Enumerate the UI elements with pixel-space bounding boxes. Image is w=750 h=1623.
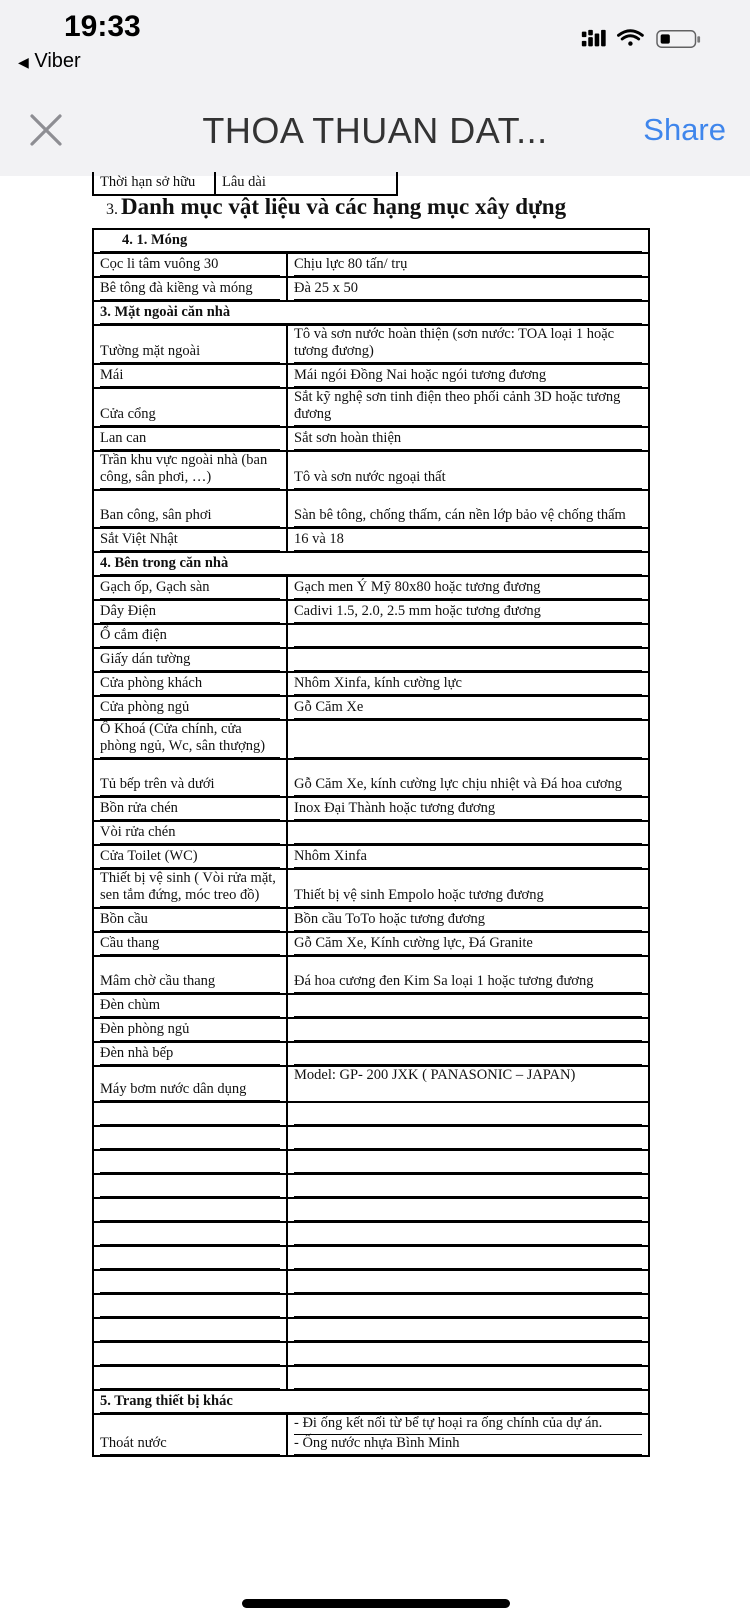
- tenure-row: [92, 172, 398, 196]
- item-value-cell: [287, 1126, 649, 1150]
- item-label: Cửa Toilet (WC): [100, 848, 280, 868]
- item-value-cell: [287, 1414, 649, 1456]
- section-number: 3.: [106, 201, 118, 218]
- item-value: [294, 1345, 642, 1365]
- table-row: [93, 869, 649, 908]
- item-label: Cọc li tâm vuông 30: [100, 256, 280, 276]
- section-heading: [106, 194, 566, 220]
- item-value-cell: [287, 325, 649, 364]
- table-row: [93, 648, 649, 672]
- item-value: Inox Đại Thành hoặc tương đương: [294, 800, 642, 820]
- item-label-cell: [93, 672, 287, 696]
- table-row: [93, 427, 649, 451]
- item-value-cell: [287, 994, 649, 1018]
- item-value: [294, 1297, 642, 1317]
- item-value: Sắt sơn hoàn thiện: [294, 430, 642, 450]
- item-value-cell: [287, 1042, 649, 1066]
- item-label-cell: [93, 648, 287, 672]
- table-row: [93, 932, 649, 956]
- share-button[interactable]: Share: [643, 112, 726, 147]
- item-value: Gỗ Căm Xe: [294, 699, 642, 719]
- item-label: Đèn phòng ngủ: [100, 1021, 280, 1041]
- item-value: Nhôm Xinfa: [294, 848, 642, 868]
- item-value-cell: [287, 1150, 649, 1174]
- section-row: [93, 1390, 649, 1414]
- item-label: Vòi rửa chén: [100, 824, 280, 844]
- item-value: [294, 738, 642, 758]
- table-row: [93, 797, 649, 821]
- table-row: [93, 759, 649, 797]
- item-label: Cầu thang: [100, 935, 280, 955]
- item-value-cell: [287, 364, 649, 388]
- item-value-line2: - Ống nước nhựa Bình Minh: [294, 1435, 642, 1455]
- item-value: Chịu lực 80 tấn/ trụ: [294, 256, 642, 276]
- item-label: [100, 1249, 280, 1269]
- table-row: [93, 845, 649, 869]
- table-row: [93, 821, 649, 845]
- table-row: [93, 956, 649, 994]
- item-value: [294, 651, 642, 671]
- item-value: Đà 25 x 50: [294, 280, 642, 300]
- table-row: [93, 1246, 649, 1270]
- item-value: Sàn bê tông, chống thấm, cán nền lớp bảo vệ chống thấm: [294, 507, 642, 527]
- item-label: Dây Điện: [100, 603, 280, 623]
- item-label-cell: [93, 427, 287, 451]
- item-value-cell: [287, 427, 649, 451]
- item-label: [100, 1129, 280, 1149]
- item-value-cell: [287, 277, 649, 301]
- item-label-cell: [93, 1246, 287, 1270]
- item-label: Ổ Khoá (Cửa chính, cửa phòng ngủ, Wc, sân thượng): [100, 721, 280, 758]
- table-row: [93, 388, 649, 427]
- item-label: Máy bơm nước dân dụng: [100, 1081, 280, 1101]
- item-value: Cadivi 1.5, 2.0, 2.5 mm hoặc tương đương: [294, 603, 642, 623]
- item-value-cell: [287, 956, 649, 994]
- item-label-cell: [93, 1294, 287, 1318]
- table-row: [93, 253, 649, 277]
- close-icon[interactable]: [26, 110, 66, 150]
- item-value: - Đi ống kết nối từ bể tự hoại ra ống chính của dự án.: [294, 1415, 642, 1435]
- item-value: Gỗ Căm Xe, Kính cường lực, Đá Granite: [294, 935, 642, 955]
- item-label-cell: [93, 1042, 287, 1066]
- item-label: Bồn rửa chén: [100, 800, 280, 820]
- item-label: Cửa phòng ngủ: [100, 699, 280, 719]
- table-row: [93, 490, 649, 528]
- item-label: Bồn cầu: [100, 911, 280, 931]
- table-row: [93, 908, 649, 932]
- section-row: [93, 229, 649, 253]
- item-value-cell: [287, 720, 649, 759]
- document-page: [0, 176, 750, 1556]
- item-value-cell: [287, 648, 649, 672]
- item-value-cell: [287, 388, 649, 427]
- item-label-cell: [93, 451, 287, 490]
- item-value: Mái ngói Đồng Nai hoặc ngói tương đương: [294, 367, 642, 387]
- item-value-cell: [287, 1246, 649, 1270]
- item-value-cell: [287, 1342, 649, 1366]
- item-label-cell: [93, 1198, 287, 1222]
- item-label: [100, 1153, 280, 1173]
- item-label: Cửa phòng khách: [100, 675, 280, 695]
- section-header: [93, 229, 649, 253]
- table-row: [93, 576, 649, 600]
- item-label-cell: [93, 1066, 287, 1102]
- item-label: [100, 1297, 280, 1317]
- item-value: [294, 1177, 642, 1197]
- item-label-cell: [93, 1102, 287, 1126]
- status-icons: [576, 28, 716, 50]
- battery-icon: [657, 31, 700, 48]
- section-header: [93, 301, 649, 325]
- table-row: [93, 1102, 649, 1126]
- item-value-cell: [287, 1198, 649, 1222]
- item-label: Trần khu vực ngoài nhà (ban công, sân phơi, …): [100, 452, 280, 489]
- section-header-text: 4. 1. Móng: [100, 232, 642, 252]
- section-row: [93, 301, 649, 325]
- item-label-cell: [93, 1222, 287, 1246]
- item-value-cell: [287, 759, 649, 797]
- item-label: [100, 1369, 280, 1389]
- item-label: Mái: [100, 367, 280, 387]
- item-value: [294, 1273, 642, 1293]
- item-label-cell: [93, 364, 287, 388]
- item-value: [294, 1105, 642, 1125]
- item-label-cell: [93, 908, 287, 932]
- item-label-cell: [93, 797, 287, 821]
- item-label: Tường mặt ngoài: [100, 343, 280, 363]
- table-row: [93, 364, 649, 388]
- item-value: [294, 627, 642, 647]
- item-label-cell: [93, 388, 287, 427]
- table-row: [93, 1342, 649, 1366]
- item-value-cell: [287, 1222, 649, 1246]
- table-row: [93, 1222, 649, 1246]
- section-header: [93, 1390, 649, 1414]
- section-header: [93, 552, 649, 576]
- item-value-cell: [287, 576, 649, 600]
- item-label-cell: [93, 600, 287, 624]
- table-row: [93, 672, 649, 696]
- item-value: Sắt kỹ nghệ sơn tinh điện theo phối cảnh 3D hoặc tương đương: [294, 389, 642, 426]
- item-label-cell: [93, 277, 287, 301]
- item-value-cell: [287, 696, 649, 720]
- item-label-cell: [93, 1366, 287, 1390]
- section-row: [93, 552, 649, 576]
- item-label: Bê tông đà kiềng và móng: [100, 280, 280, 300]
- item-value: [294, 1225, 642, 1245]
- item-value-cell: [287, 253, 649, 277]
- item-label: Mâm chờ cầu thang: [100, 973, 280, 993]
- table-row: [93, 1294, 649, 1318]
- item-label-cell: [93, 325, 287, 364]
- back-to-app-link[interactable]: [18, 50, 81, 73]
- item-label: Gạch ốp, Gạch sàn: [100, 579, 280, 599]
- item-value: Tô và sơn nước hoàn thiện (sơn nước: TOA loại 1 hoặc tương đương): [294, 326, 642, 363]
- item-value-cell: [287, 1294, 649, 1318]
- status-time: 19:33: [64, 10, 141, 43]
- table-row: [93, 1150, 649, 1174]
- table-row: [93, 1126, 649, 1150]
- wifi-icon: [619, 31, 643, 46]
- item-label-cell: [93, 624, 287, 648]
- item-value-cell: [287, 490, 649, 528]
- item-label-cell: [93, 1342, 287, 1366]
- item-label-cell: [93, 1018, 287, 1042]
- table-row: [93, 1042, 649, 1066]
- table-row: [93, 696, 649, 720]
- item-value: Gạch men Ý Mỹ 80x80 hoặc tương đương: [294, 579, 642, 599]
- item-label-cell: [93, 932, 287, 956]
- item-value: [294, 1153, 642, 1173]
- item-value: Gỗ Căm Xe, kính cường lực chịu nhiệt và Đá hoa cương: [294, 776, 642, 796]
- item-label: [100, 1225, 280, 1245]
- item-label-cell: [93, 1414, 287, 1456]
- table-row: [93, 325, 649, 364]
- item-value-cell: [287, 1174, 649, 1198]
- table-row: [93, 720, 649, 759]
- table-row: [93, 1414, 649, 1456]
- section-title: Danh mục vật liệu và các hạng mục xây dựng: [121, 194, 567, 219]
- item-label: [100, 1345, 280, 1365]
- item-value-cell: [287, 1018, 649, 1042]
- table-row: [93, 451, 649, 490]
- item-value-cell: [287, 1318, 649, 1342]
- item-label-cell: [93, 1318, 287, 1342]
- top-bar: [0, 0, 750, 176]
- item-value-cell: [287, 1270, 649, 1294]
- item-value: [294, 997, 642, 1017]
- item-label-cell: [93, 490, 287, 528]
- materials-table: [92, 228, 650, 1457]
- item-label-cell: [93, 720, 287, 759]
- item-label-cell: [93, 696, 287, 720]
- back-triangle-icon: ◀: [18, 54, 29, 70]
- item-label: Tủ bếp trên và dưới: [100, 776, 280, 796]
- item-value-cell: [287, 797, 649, 821]
- item-label-cell: [93, 994, 287, 1018]
- item-label-cell: [93, 1174, 287, 1198]
- item-value: [294, 1129, 642, 1149]
- item-label-cell: [93, 253, 287, 277]
- table-row: [93, 1174, 649, 1198]
- item-value-cell: [287, 451, 649, 490]
- item-label-cell: [93, 1150, 287, 1174]
- table-row: [93, 1318, 649, 1342]
- item-label: [100, 1273, 280, 1293]
- item-value: [294, 1045, 642, 1065]
- item-label-cell: [93, 528, 287, 552]
- tenure-label: Thời hạn sở hữu: [94, 172, 216, 194]
- item-value-cell: [287, 869, 649, 908]
- signal-icon: [582, 30, 606, 47]
- item-value: Nhôm Xinfa, kính cường lực: [294, 675, 642, 695]
- item-value-cell: [287, 600, 649, 624]
- table-row: [93, 1270, 649, 1294]
- item-label-cell: [93, 845, 287, 869]
- table-row: [93, 624, 649, 648]
- item-label: Sắt Việt Nhật: [100, 531, 280, 551]
- item-value: [294, 1249, 642, 1269]
- item-label: [100, 1321, 280, 1341]
- table-row: [93, 994, 649, 1018]
- table-row: [93, 528, 649, 552]
- home-indicator[interactable]: [242, 1599, 510, 1608]
- item-value: Tô và sơn nước ngoại thất: [294, 469, 642, 489]
- item-value: 16 và 18: [294, 531, 642, 551]
- item-label-cell: [93, 1126, 287, 1150]
- item-value-cell: [287, 932, 649, 956]
- item-label-cell: [93, 1270, 287, 1294]
- item-value-cell: [287, 908, 649, 932]
- item-label-cell: [93, 869, 287, 908]
- item-value-cell: [287, 624, 649, 648]
- section-header-text: 5. Trang thiết bị khác: [100, 1393, 642, 1413]
- section-header-text: 4. Bên trong căn nhà: [100, 555, 642, 575]
- item-label: [100, 1105, 280, 1125]
- item-value: [294, 1201, 642, 1221]
- item-value-cell: [287, 845, 649, 869]
- item-label: Ban công, sân phơi: [100, 507, 280, 527]
- item-label: Đèn chùm: [100, 997, 280, 1017]
- item-value: [294, 1369, 642, 1389]
- item-label-cell: [93, 576, 287, 600]
- item-value: Thiết bị vệ sinh Empolo hoặc tương đương: [294, 887, 642, 907]
- item-value-cell: [287, 1102, 649, 1126]
- item-value-cell: [287, 528, 649, 552]
- item-value: Model: GP- 200 JXK ( PANASONIC – JAPAN): [294, 1067, 576, 1083]
- document-title: THOA THUAN DAT...: [202, 110, 548, 151]
- item-label: [100, 1201, 280, 1221]
- item-value: Đá hoa cương đen Kim Sa loại 1 hoặc tương đương: [294, 973, 642, 993]
- item-value: [294, 1021, 642, 1041]
- item-value-cell: [287, 672, 649, 696]
- item-label: Thoát nước: [100, 1435, 280, 1455]
- item-label-cell: [93, 956, 287, 994]
- table-row: [93, 1066, 649, 1102]
- table-row: [93, 1366, 649, 1390]
- item-label: Đèn nhà bếp: [100, 1045, 280, 1065]
- item-label: Giấy dán tường: [100, 651, 280, 671]
- back-app-label: Viber: [34, 50, 81, 72]
- item-value-cell: [287, 1066, 649, 1102]
- table-row: [93, 1198, 649, 1222]
- item-label: Lan can: [100, 430, 280, 450]
- item-label: Thiết bị vệ sinh ( Vòi rửa mặt, sen tắm đứng, móc treo đồ): [100, 870, 280, 907]
- item-value-cell: [287, 821, 649, 845]
- item-value: Bồn cầu ToTo hoặc tương đương: [294, 911, 642, 931]
- item-value: [294, 1321, 642, 1341]
- item-label: [100, 1177, 280, 1197]
- table-row: [93, 277, 649, 301]
- item-label: Ổ cắm điện: [100, 627, 280, 647]
- tenure-value: Lâu dài: [222, 174, 266, 190]
- item-label-cell: [93, 821, 287, 845]
- item-value: [294, 824, 642, 844]
- section-header-text: 3. Mặt ngoài căn nhà: [100, 304, 642, 324]
- item-label: Cửa cổng: [100, 406, 280, 426]
- table-row: [93, 1018, 649, 1042]
- item-label-cell: [93, 759, 287, 797]
- item-value-cell: [287, 1366, 649, 1390]
- table-row: [93, 600, 649, 624]
